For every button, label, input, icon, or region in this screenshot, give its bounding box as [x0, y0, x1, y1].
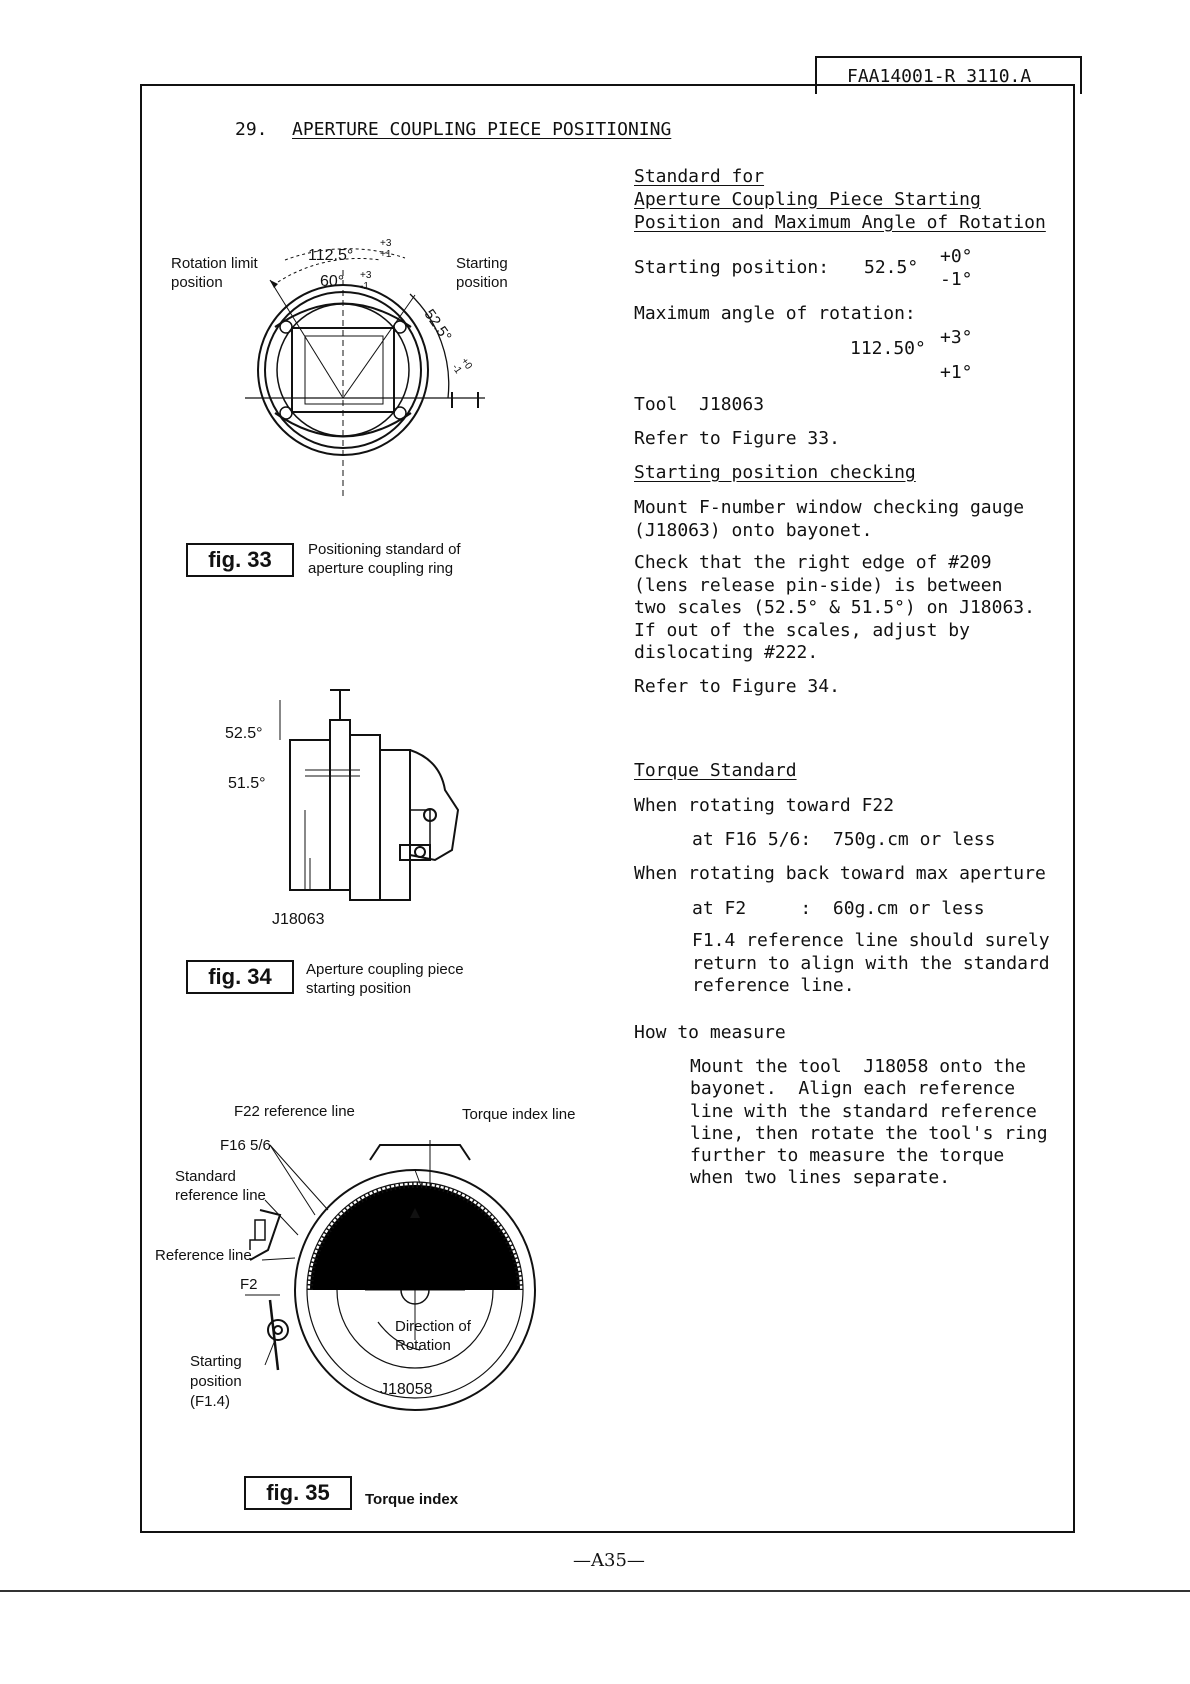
measure-body: Mount the tool J18058 onto the bayonet. Align each reference line with the standard reference line, then rotate the tool's ring further to measure the torque when two lines separate. [690, 1056, 1048, 1189]
footer-rule [0, 1590, 1190, 1592]
fig35-caption: Torque index [365, 1491, 459, 1508]
max-angle-value: 112.50° [850, 338, 926, 359]
fig34-scale-525: 52.5° [225, 725, 263, 742]
max-tolerance-minus: +1° [940, 362, 973, 383]
torque-heading: Torque Standard [634, 760, 797, 781]
refer-figure-33: Refer to Figure 33. [634, 428, 840, 449]
fig35-f2-label: F2 [240, 1276, 258, 1293]
max-tolerance-plus: +3° [940, 327, 973, 348]
checking-paragraph-2: Check that the right edge of #209 (lens release pin-side) is between two scales (52.5° & 51.5°) on J18063. If out of the scales, adjust by dislocating #222. [634, 552, 1035, 663]
starting-position-label: Starting position: [634, 257, 830, 278]
checking-heading: Starting position checking [634, 462, 916, 483]
fig35-torque-index-label: Torque index line [462, 1106, 576, 1123]
fig33-label: fig. 33 [186, 543, 294, 577]
fig35-starting-position-label: Starting position (F1.4) [190, 1353, 242, 1410]
fig35-tool-label: J18058 [380, 1381, 433, 1398]
fig35-direction-label: Direction of Rotation [395, 1318, 471, 1354]
fig33-tolerance-112: +3 +1 [380, 238, 392, 260]
fig33-rotation-limit-label: Rotation limit position [171, 255, 258, 291]
document-id: FAA14001-R 3110.A [815, 56, 1082, 94]
fig35-reference-line-label: Reference line [155, 1247, 252, 1264]
fig35-label: fig. 35 [244, 1476, 352, 1510]
torque-line-5: F1.4 reference line should surely return to align with the standard reference line. [692, 930, 1050, 996]
standard-heading-2: Aperture Coupling Piece Starting [634, 189, 981, 210]
starting-position-value: 52.5° [864, 257, 919, 278]
torque-line-4: at F2 : 60g.cm or less [692, 898, 985, 919]
fig34-drawing [230, 680, 490, 910]
standard-heading-1: Standard for [634, 166, 765, 187]
section-number: 29. [235, 119, 268, 140]
fig34-tool-label: J18063 [272, 911, 325, 928]
fig33-tolerance-52: +0 -1 [449, 356, 474, 376]
fig33-angle-52: 52.5° [420, 306, 455, 345]
refer-figure-34: Refer to Figure 34. [634, 676, 840, 697]
fig33-starting-label: Starting position [456, 255, 508, 291]
section-title: APERTURE COUPLING PIECE POSITIONING [292, 119, 672, 140]
torque-line-3: When rotating back toward max aperture [634, 863, 1046, 884]
fig34-scale-515: 51.5° [228, 775, 266, 792]
torque-line-2: at F16 5/6: 750g.cm or less [692, 829, 996, 850]
standard-heading-3: Position and Maximum Angle of Rotation [634, 212, 1046, 233]
starting-tolerance-plus: +0° [940, 246, 973, 267]
fig33-tolerance-60: +3 -1 [360, 270, 372, 292]
fig35-standard-reference-label: Standard reference line [175, 1168, 266, 1204]
max-angle-label: Maximum angle of rotation: [634, 303, 916, 324]
fig34-label: fig. 34 [186, 960, 294, 994]
fig33-caption: Positioning standard of aperture coupling ring [308, 541, 461, 577]
checking-paragraph-1: Mount F-number window checking gauge (J18063) onto bayonet. [634, 497, 1025, 541]
measure-heading: How to measure [634, 1022, 786, 1043]
torque-line-1: When rotating toward F22 [634, 795, 895, 816]
fig35-f22-reference-label: F22 reference line [234, 1103, 355, 1120]
starting-tolerance-minus: -1° [940, 269, 973, 290]
fig35-f16-label: F16 5/6 [220, 1137, 271, 1154]
page-number: —A35— [573, 1550, 645, 1571]
fig33-angle-60: 60° [320, 273, 345, 290]
fig33-angle-112: 112.5° [308, 247, 354, 264]
tool-line: Tool J18063 [634, 394, 765, 415]
fig34-caption: Aperture coupling piece starting position [306, 961, 464, 997]
